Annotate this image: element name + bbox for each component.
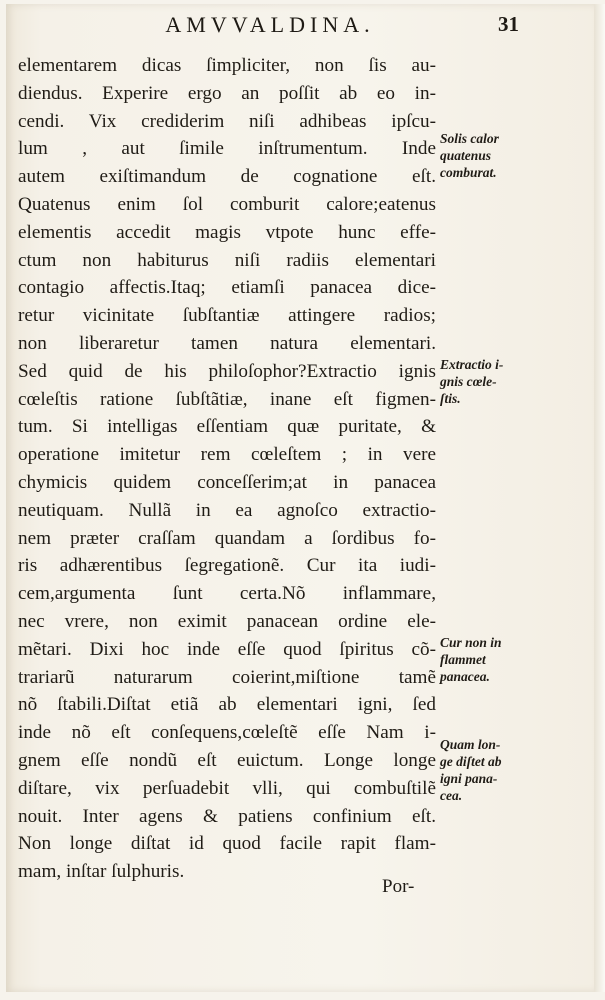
marginal-note xyxy=(440,356,558,407)
marginal-note-line: Cur non in xyxy=(440,635,502,650)
marginal-note-line: Extractio i- xyxy=(440,357,504,372)
text-line: nouit. Inter agens & patiens confinium eſt. xyxy=(18,805,436,827)
text-line: retur vicinitate ſubſtantiæ attingere radios; xyxy=(18,305,436,327)
text-line: elementarem dicas ſimpliciter, non ſis au- xyxy=(18,55,436,76)
text-line: autem exiſtimandum de cognatione eſt. xyxy=(18,166,436,188)
page-number: 31 xyxy=(498,12,519,36)
text-line: elementis accedit magis vtpote hunc effe- xyxy=(18,221,436,243)
text-line: Sed quid de his philoſophor?Extractio ignis xyxy=(18,360,436,382)
text-line: diendus. Experire ergo an poſſit ab eo in- xyxy=(18,82,436,104)
text-line: Non longe diſtat id quod facile rapit flam- xyxy=(18,833,436,855)
marginal-note xyxy=(440,736,558,804)
text-line: nõ ſtabili.Diſtat etiã ab elementari igni, ſed xyxy=(18,694,436,716)
marginal-note-line: Solis calor xyxy=(440,131,499,146)
text-line: gnem eſſe nondũ eſt euictum. Longe longe xyxy=(18,749,436,771)
text-line: contagio affectis.Itaq; etiamſi panacea dice- xyxy=(18,277,436,299)
text-line: chymicis quidem conceſſerim;at in panacea xyxy=(18,471,436,493)
page-edge xyxy=(594,4,605,992)
marginal-note xyxy=(440,130,558,181)
text-line: Quatenus enim ſol comburit calore;eatenus xyxy=(18,193,436,215)
marginal-note-line: panacea. xyxy=(440,669,490,684)
marginal-note-line: gnis cœle- xyxy=(440,374,497,389)
marginal-note-line: Quam lon- xyxy=(440,737,501,752)
text-line: trariarũ naturarum coierint,miſtione tamẽ xyxy=(18,666,436,688)
marginal-note-line: quatenus xyxy=(440,148,492,163)
text-line: neutiquam. Nullã in ea agnoſco extractio- xyxy=(18,499,436,521)
marginal-note-line: ge diſtet ab xyxy=(440,754,502,769)
text-line: cem,argumenta ſunt certa.Nõ inflammare, xyxy=(18,583,436,605)
text-line: mẽtari. Dixi hoc inde eſſe quod ſpiritus cõ- xyxy=(18,638,436,660)
text-line: cœleſtis ratione ſubſtãtiæ, inane eſt figmen- xyxy=(18,388,436,410)
text-line: diſtare, vix perſuadebit vlli, qui combuſtilẽ xyxy=(18,777,436,799)
text-line: ctum non habiturus niſi radiis elementari xyxy=(18,249,436,271)
text-line: non liberaretur tamen natura elementari. xyxy=(18,332,436,354)
text-line: inde nõ eſt conſequens,cœleſtẽ eſſe Nam i- xyxy=(18,722,436,744)
marginal-note xyxy=(440,634,558,685)
marginal-note-line: comburat. xyxy=(440,165,497,180)
text-line: nec vrere, non eximit panacean ordine ele- xyxy=(18,610,436,632)
text-line: ris adhærentibus ſegregationẽ. Cur ita iudi- xyxy=(18,555,436,577)
marginal-note-line: flammet xyxy=(440,652,486,667)
text-line: tum. Si intelligas eſſentiam quæ puritate, & xyxy=(18,416,436,438)
text-line: mam, inſtar ſulphuris. xyxy=(18,861,185,883)
text-line: operatione imitetur rem cœleſtem ; in vere xyxy=(18,444,436,466)
text-line: nem præter craſſam quandam a ſordibus fo- xyxy=(18,527,436,549)
catchword: Por- xyxy=(382,876,415,897)
main-text-block xyxy=(18,52,436,886)
marginal-note-line: cea. xyxy=(440,788,463,803)
text-line: lum , aut ſimile inſtrumentum. Inde xyxy=(18,138,436,160)
text-line: cendi. Vix crediderim niſi adhibeas ipſcu- xyxy=(18,110,436,132)
marginal-note-line: igni pana- xyxy=(440,771,498,786)
marginal-note-line: ſtis. xyxy=(440,391,461,406)
running-head: AMVVALDINA. xyxy=(165,12,375,37)
